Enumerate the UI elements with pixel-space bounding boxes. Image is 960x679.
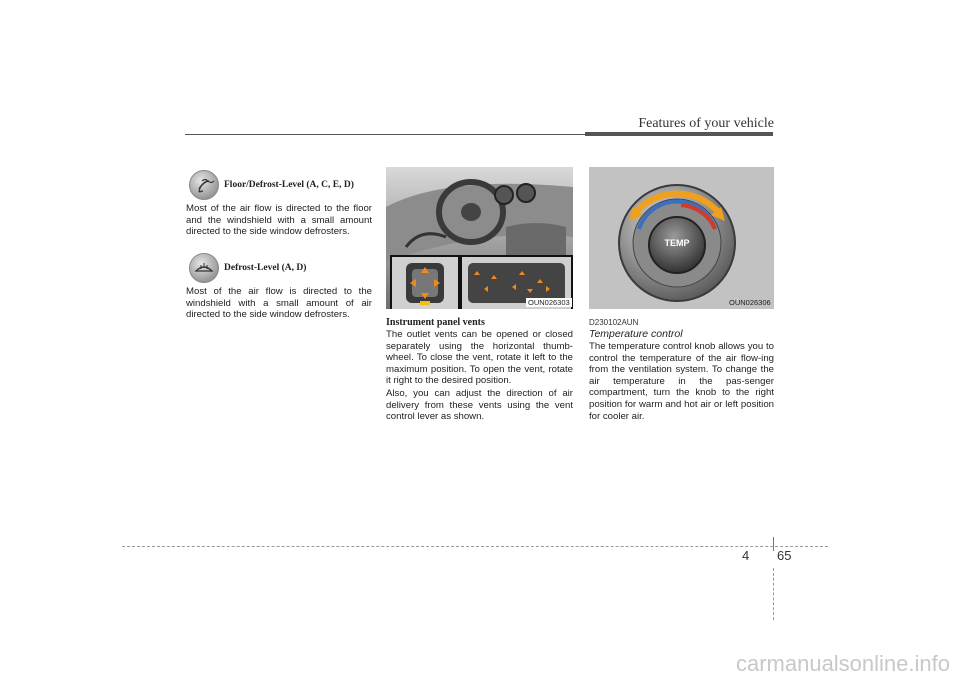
- vents-para-2: Also, you can adjust the direction of air delivery from these vents using the vent control lever as shown.: [386, 388, 573, 423]
- chapter-number: 4: [742, 548, 750, 563]
- footer-divider: [773, 568, 774, 620]
- vents-heading: Instrument panel vents: [386, 317, 485, 328]
- floor-defrost-text: Most of the air flow is directed to the floor and the windshield with a small amount directed to the side window defrosters.: [186, 203, 372, 238]
- temp-knob-figure: [589, 167, 774, 309]
- temperature-control-heading: Temperature control: [589, 328, 683, 340]
- temp-knob-label: TEMP: [664, 238, 690, 248]
- watermark: carmanualsonline.info: [735, 651, 950, 676]
- vent-detail-left: [390, 255, 460, 309]
- defrost-text: Most of the air flow is directed to the windshield with a small amount of air directed to the side window defrosters.: [186, 286, 372, 321]
- header-bar: [585, 132, 773, 136]
- defrost-icon: [189, 253, 219, 283]
- temperature-control-text: The temperature control knob allows you to control the temperature of the air flow-ing from the ventilation system. To change the air temperature in the pas-senger compartment, turn the knob to the right position for warm and hot air or left position for cooler air.: [589, 341, 774, 422]
- page-header-title: Features of your vehicle: [638, 116, 774, 131]
- footer-rule: [122, 546, 828, 547]
- floor-defrost-label: Floor/Defrost-Level (A, C, E, D): [224, 180, 354, 190]
- figure-code-vents: OUN026303: [528, 298, 570, 307]
- floor-defrost-icon: [189, 170, 219, 200]
- section-code: D230102AUN: [589, 318, 639, 327]
- defrost-label: Defrost-Level (A, D): [224, 263, 307, 273]
- vents-para-1: The outlet vents can be opened or closed separately using the horizontal thumb-wheel. To close the vent, rotate it left to the maximum position. To open the vent, rotate it right to the desired position.: [386, 329, 573, 387]
- footer-divider-top: [773, 537, 774, 551]
- dashboard-vent-figure: [386, 167, 573, 309]
- page-number: 65: [777, 548, 792, 563]
- figure-code-temp: OUN026306: [729, 298, 771, 307]
